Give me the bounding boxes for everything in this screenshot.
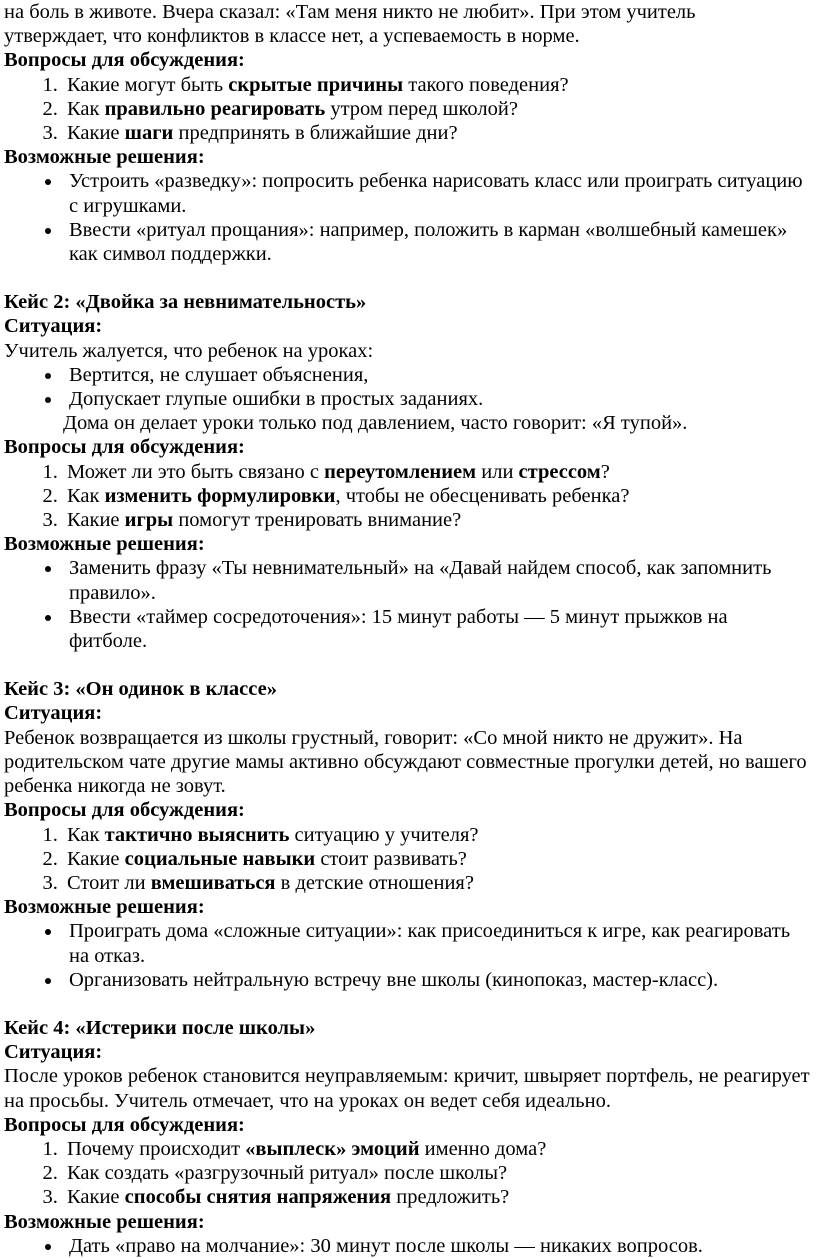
solutions-heading: Возможные решения:	[4, 146, 205, 169]
question-item: 2. Как изменить формулировки, чтобы не обесценивать ребенка?	[63, 484, 810, 508]
situation-heading: Ситуация:	[4, 315, 103, 338]
question-item: 2. Как создать «разгрузочный ритуал» после школы?	[63, 1161, 810, 1185]
situation-text: После уроков ребенок становится неуправляемым: кричит, швыряет портфель, не реагирует на просьбы. Учитель отмечает, что на уроках он ведет себя идеально.	[4, 1065, 810, 1112]
question-item: 1. Почему происходит «выплеск» эмоций именно дома?	[63, 1137, 810, 1161]
situation-text: Ребенок возвращается из школы грустный, говорит: «Со мной никто не дружит». На родительском чате другие мамы активно обсуждают совместные прогулки детей, но вашего ребенка никогда не зовут.	[4, 726, 807, 798]
solution-item: • Организовать нейтральную встречу вне школы (кинопоказ, мастер-класс).	[63, 968, 810, 992]
question-item: 2. Какие социальные навыки стоит развивать?	[63, 847, 810, 871]
questions-list	[4, 823, 810, 896]
solution-item: • Проиграть дома «сложные ситуации»: как присоединиться к игре, как реагировать на отказ.	[63, 919, 810, 967]
situation-text: Учитель жалуется, что ребенок на уроках:	[4, 339, 374, 362]
solutions-list	[4, 556, 810, 653]
questions-heading: Вопросы для обсуждения:	[4, 1113, 245, 1136]
questions-heading: Вопросы для обсуждения:	[4, 436, 245, 459]
solutions-heading: Возможные решения:	[4, 533, 205, 556]
situation-heading: Ситуация:	[4, 702, 103, 725]
question-item: 3. Стоит ли вмешиваться в детские отношения?	[63, 871, 810, 895]
situation-item: • Вертится, не слушает объяснения,	[63, 363, 810, 387]
question-item: 1. Может ли это быть связано с переутомлением или стрессом?	[63, 460, 810, 484]
situation-heading: Ситуация:	[4, 1041, 103, 1064]
question-item: 3. Какие способы снятия напряжения предложить?	[63, 1185, 810, 1209]
situation-list	[4, 363, 810, 411]
solutions-list	[4, 1234, 810, 1258]
situation-item: • Допускает глупые ошибки в простых заданиях.	[63, 387, 810, 411]
solution-item: • Ввести «ритуал прощания»: например, положить в карман «волшебный камешек» как символ поддержки.	[63, 218, 810, 266]
solution-item: • Устроить «разведку»: попросить ребенка нарисовать класс или проиграть ситуацию с игрушками.	[63, 169, 810, 217]
questions-list	[4, 73, 810, 146]
question-item: 3. Какие игры помогут тренировать внимание?	[63, 508, 810, 532]
solutions-heading: Возможные решения:	[4, 896, 205, 919]
solutions-list	[4, 169, 810, 266]
intro-line: на боль в животе. Вчера сказал: «Там меня никто не любит». При этом учитель	[4, 1, 696, 23]
solutions-heading: Возможные решения:	[4, 1210, 205, 1233]
intro-line: утверждает, что конфликтов в классе нет, а успеваемость в норме.	[4, 25, 580, 48]
questions-heading: Вопросы для обсуждения:	[4, 49, 245, 72]
solution-item: • Ввести «таймер сосредоточения»: 15 минут работы — 5 минут прыжков на фитболе.	[63, 605, 810, 653]
question-item: 1. Как тактично выяснить ситуацию у учителя?	[63, 823, 810, 847]
solution-item: • Заменить фразу «Ты невнимательный» на «Давай найдем способ, как запомнить правило».	[63, 556, 810, 604]
questions-list	[4, 460, 810, 533]
situation-after: Дома он делает уроки только под давлением, часто говорит: «Я тупой».	[63, 412, 688, 435]
solutions-list	[4, 919, 810, 992]
case-title: Кейс 3: «Он одинок в классе»	[4, 678, 277, 701]
solution-item: • Дать «право на молчание»: 30 минут после школы — никаких вопросов.	[63, 1234, 810, 1258]
question-item: 2. Как правильно реагировать утром перед школой?	[63, 97, 810, 121]
questions-heading: Вопросы для обсуждения:	[4, 799, 245, 822]
case-title: Кейс 4: «Истерики после школы»	[4, 1016, 316, 1039]
questions-list	[4, 1137, 810, 1210]
question-item: 3. Какие шаги предпринять в ближайшие дни?	[63, 121, 810, 145]
case-title: Кейс 2: «Двойка за невнимательность»	[4, 291, 367, 314]
question-item: 1. Какие могут быть скрытые причины такого поведения?	[63, 73, 810, 97]
